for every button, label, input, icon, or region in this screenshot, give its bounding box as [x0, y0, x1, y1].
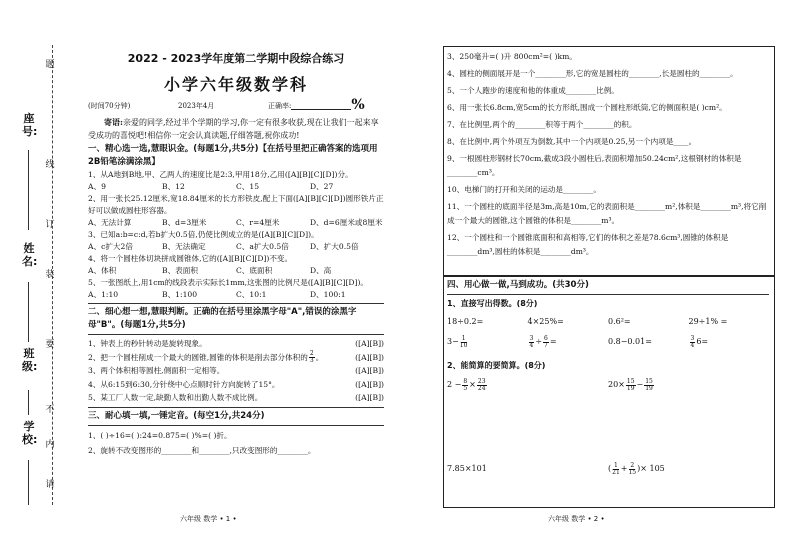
choice-option: D、d=6厘米或8厘米: [310, 218, 383, 227]
choice-options: [88, 181, 384, 193]
calc-item: [608, 378, 769, 392]
fraction: [690, 336, 696, 349]
fill-item: 7、在比例里,两个的________积等于两个________的积。: [447, 120, 637, 129]
choice-options: [88, 289, 384, 301]
choice-option: B、12: [162, 182, 185, 191]
operator: −: [636, 380, 644, 389]
fill-items: [447, 50, 769, 259]
note-char-4: 装: [45, 270, 55, 280]
footer-page-2: 六年级 数学 • 2 •: [548, 515, 605, 523]
denominator: 3: [309, 357, 314, 364]
greeting-text: 亲爱的同学,经过半个学期的学习,你一定有很多收获,现在让我们一起来享受成功的喜悦吧!相信你一定会认真读题,仔细答题,祝你成功!: [88, 118, 379, 140]
denominator: 19: [645, 384, 653, 392]
seat-blank[interactable]: [28, 150, 29, 230]
choice-options: [88, 265, 384, 277]
note-char-6: 不: [45, 405, 55, 415]
choice-question-stem: 2、用一张长25.12厘米,宽18.84厘米的长方形铁皮,配上下面([A][B][C][D])圆形铁片正好可以做成圆柱形容器。: [88, 194, 384, 215]
choice-question-stem: 4、将一个圆柱体切块拼成圆锥体,它的([A][B][C][D])不变。: [88, 254, 293, 263]
numerator: 15: [626, 377, 635, 385]
choice-option: B、表面积: [162, 266, 198, 275]
choice-option: C、r=4厘米: [236, 218, 280, 227]
accuracy-blank[interactable]: [291, 101, 351, 110]
judge-text: [88, 351, 323, 365]
choice-option: D、27: [310, 182, 334, 191]
calc-item: [447, 378, 608, 392]
left-column: [88, 50, 384, 458]
numerator: 23: [477, 377, 486, 385]
direct-item: 0.6²=: [608, 317, 631, 326]
choice-option: A、c扩大2倍: [88, 242, 133, 251]
fill-item: 6、用一张长6.8cm,宽5cm的长方形纸,围成一个圆柱形纸筒,它的侧面积是( )cm²。: [447, 103, 727, 112]
numerator: 6: [544, 334, 548, 342]
judge-text: 1、钟表上的秒针转动是旋转现象。: [88, 339, 207, 348]
choice-question-stem: 3、已知a:b=c:d,若b扩大0.5倍,仍使比例成立的是([A][B][C][D])。: [88, 230, 319, 239]
fill-item: 10、电梯门的打开和关闭的运动是________。: [447, 185, 601, 194]
fraction: [462, 379, 468, 392]
fraction: [460, 336, 468, 349]
denominator: 21: [612, 468, 620, 476]
term-title: 2022 - 2023学年度第二学期中段综合练习: [127, 52, 345, 65]
fraction: [529, 336, 535, 349]
fill-item: 4、圆柱的侧面展开是一个________形,它的宽是圆柱的________,长是圆柱的________。: [447, 69, 738, 78]
fraction: [477, 379, 487, 392]
fill-q1: 1、( )÷16=( ):24=0.875=( )%=( )折。: [88, 430, 232, 440]
denominator: 15: [628, 468, 637, 476]
fill-item: 12、一个圆柱和一个圆锥底面积和高相等,它们的体积之差是78.6cm³,圆锥的体积是________dm³,圆柱的体积是________dm³。: [447, 233, 729, 256]
section2-items: [88, 337, 384, 405]
numerator: 1: [614, 461, 618, 469]
fill-item: 9、一根圆柱形钢材长70cm,截成3段小圆柱后,表面积增加50.24cm²,这根钢材的体积是________cm³。: [447, 154, 742, 177]
direct-item: 4×25%=: [527, 317, 564, 326]
divider: [447, 294, 769, 295]
choice-options: [88, 217, 384, 229]
fill-item: 8、在比例中,两个外项互为倒数,其中一个内项是0.25,另一个内项是____。: [447, 137, 697, 146]
answer-box[interactable]: ([A][B]): [355, 352, 384, 362]
operator: +: [620, 464, 628, 473]
seat-label: 座号:: [22, 112, 38, 138]
direct-item: [528, 335, 609, 349]
school-label: 学校:: [22, 420, 38, 446]
note-char-2: 线: [45, 160, 55, 170]
denominator: 24: [477, 384, 486, 392]
judge-item: [88, 391, 384, 405]
choice-option: B、d=3厘米: [162, 218, 207, 227]
expr-text: 2 −: [447, 380, 462, 389]
right-column-fill: [447, 50, 769, 262]
note-char-5: 要: [45, 340, 55, 350]
right-column-calc: [447, 279, 769, 476]
fraction: [543, 336, 549, 349]
section4-title: 四、用心做一做,马到成功。(共30分): [447, 280, 589, 290]
expr-text: 3−: [447, 337, 459, 346]
operator: ×: [469, 380, 476, 389]
fraction: [626, 379, 636, 392]
expr-text: 20×: [608, 380, 625, 389]
exam-date: 2023年4月: [178, 102, 215, 110]
choice-option: A、无法计算: [88, 218, 132, 227]
note-char-7: 内: [45, 440, 55, 450]
choice-option: D、高: [310, 266, 332, 275]
judge-item: [88, 378, 384, 392]
percent-sign: %: [351, 97, 365, 113]
section1-title: 一、精心选一选,慧眼识金。(每题1分,共5分)【在括号里把正确答案的选项用2B铅笔涂满涂黑】: [88, 144, 378, 167]
answer-box[interactable]: ([A][B]): [355, 366, 384, 375]
judge-item: [88, 351, 384, 365]
denominator: 19: [626, 384, 635, 392]
section2-title: 二、细心想一想,慧眼判断。正确的在括号里涂黑字母"A",错误的涂黑字母"B"。(每题1分,共5分): [88, 307, 357, 330]
greeting: [88, 116, 384, 142]
numerator: 3: [690, 334, 695, 342]
answer-box[interactable]: ([A][B]): [355, 379, 384, 389]
answer-box[interactable]: ([A][B]): [355, 339, 384, 348]
denominator: 4: [690, 341, 695, 349]
denominator: 10: [459, 341, 468, 349]
section3-title: 三、耐心填一填,一锤定音。(每空1分,共24分): [88, 410, 265, 421]
expr-text: 6=: [696, 337, 709, 346]
subsection-simplify: 2、能简算的要简算。(8分): [447, 361, 546, 370]
numerator: 8: [463, 377, 468, 385]
calc-row-2: [447, 462, 769, 476]
fraction: [309, 351, 315, 364]
calc-item: 7.85×101: [447, 464, 487, 473]
direct-item: [447, 335, 528, 349]
choice-option: C、a扩大0.5倍: [236, 242, 289, 251]
choice-option: D、扩大0.5倍: [310, 242, 359, 251]
denominator: 5: [463, 384, 468, 392]
class-blank[interactable]: [28, 390, 29, 415]
name-label: 姓名:: [22, 242, 38, 268]
name-blank[interactable]: [28, 282, 29, 342]
denominator: 7: [544, 341, 548, 349]
judge-text: 3、两个体积相等圆柱,侧面积一定相等。: [88, 366, 225, 375]
subject-title: 小学六年级数学科: [163, 75, 308, 94]
choice-option: A、1:10: [88, 290, 119, 299]
choice-option: A、9: [88, 182, 106, 191]
judge-text: 5、某工厂人数一定,缺勤人数和出勤人数不成比例。: [88, 393, 263, 402]
judge-item: [88, 337, 384, 351]
choice-option: C、15: [236, 182, 260, 191]
judge-text: 4、从6:15到6:30,分针绕中心点顺时针方向旋转了15°。: [88, 379, 280, 389]
note-char-1: 题: [45, 60, 55, 70]
choice-option: B、无法确定: [162, 242, 206, 251]
numerator: 2: [309, 350, 314, 357]
fraction: [612, 463, 620, 476]
judge-text-tail: 。: [315, 352, 324, 362]
choice-option: A、体积: [88, 266, 117, 275]
class-label: 班级:: [22, 347, 38, 373]
operator: ÷: [535, 337, 543, 346]
note-char-8: 请: [45, 480, 55, 490]
judge-text-main: 2、把一个圆柱削成一个最大的圆锥,圆锥的体积是削去部分体积的: [88, 352, 308, 362]
direct-item: 0.8−0.01=: [608, 337, 652, 346]
divider: [88, 334, 384, 335]
fraction: [644, 379, 654, 392]
direct-row-1: [447, 315, 769, 329]
numerator: 1: [461, 334, 466, 342]
calc-row-1: [447, 378, 769, 392]
choice-question-stem: 1、从A地到B地,甲、乙两人的速度比是2:3,甲用18分,乙用([A][B][C][D])分。: [88, 170, 353, 179]
numerator: 15: [645, 377, 653, 385]
denominator: 4: [529, 341, 534, 349]
divider: [88, 303, 384, 304]
divider: [88, 425, 384, 426]
choice-option: C、10:1: [236, 290, 267, 299]
numerator: 2: [630, 461, 635, 469]
fill-item: 5、一个人跑步的速度和他的体重成________比例。: [447, 86, 619, 95]
direct-item: 18÷0.2=: [447, 317, 484, 326]
school-blank[interactable]: [28, 460, 29, 505]
section1-questions: [88, 169, 384, 301]
note-char-3: 订: [45, 220, 55, 230]
accuracy-label: 正确率:: [268, 102, 292, 110]
fill-q2: 2、旋转不改变图形的________和________,只改变图形的________。: [88, 445, 316, 455]
footer-page-1: 六年级 数学 • 1 •: [180, 515, 237, 523]
choice-option: C、底面积: [236, 266, 273, 275]
fill-item: 11、一个圆柱的底面半径是3m,高是10m,它的表面积是________m²,体积是________m³,将它削成一个最大的圆锥,这个圆锥的体积是________m³。: [447, 202, 767, 225]
fill-item: 3、250毫升=( )升 800cm²=( )km。: [447, 52, 577, 61]
choice-option: D、100:1: [310, 290, 346, 299]
exam-time: (时间70分钟): [88, 102, 131, 110]
direct-item: [689, 335, 770, 349]
choice-question-stem: 5、一张图纸上,用1cm的线段表示实际长1mm,这张图的比例尺是([A][B][C][D])。: [88, 278, 369, 287]
subsection-direct: 1、直接写出得数。(8分): [447, 299, 538, 308]
equals: =: [549, 337, 557, 346]
choice-options: [88, 241, 384, 253]
direct-item: 29÷1% =: [688, 317, 728, 326]
expr-text: )× 105: [637, 464, 665, 473]
greeting-lead: 寄语:: [104, 117, 123, 127]
choice-option: B、1:100: [162, 290, 198, 299]
calc-item: [608, 462, 769, 476]
answer-box[interactable]: ([A][B]): [355, 393, 384, 402]
fraction: [628, 463, 636, 476]
numerator: 3: [529, 334, 534, 342]
divider: [88, 407, 384, 408]
direct-row-2: [447, 335, 769, 349]
expr-text: (: [608, 464, 612, 473]
exam-meta: [88, 97, 384, 113]
judge-item: [88, 364, 384, 378]
